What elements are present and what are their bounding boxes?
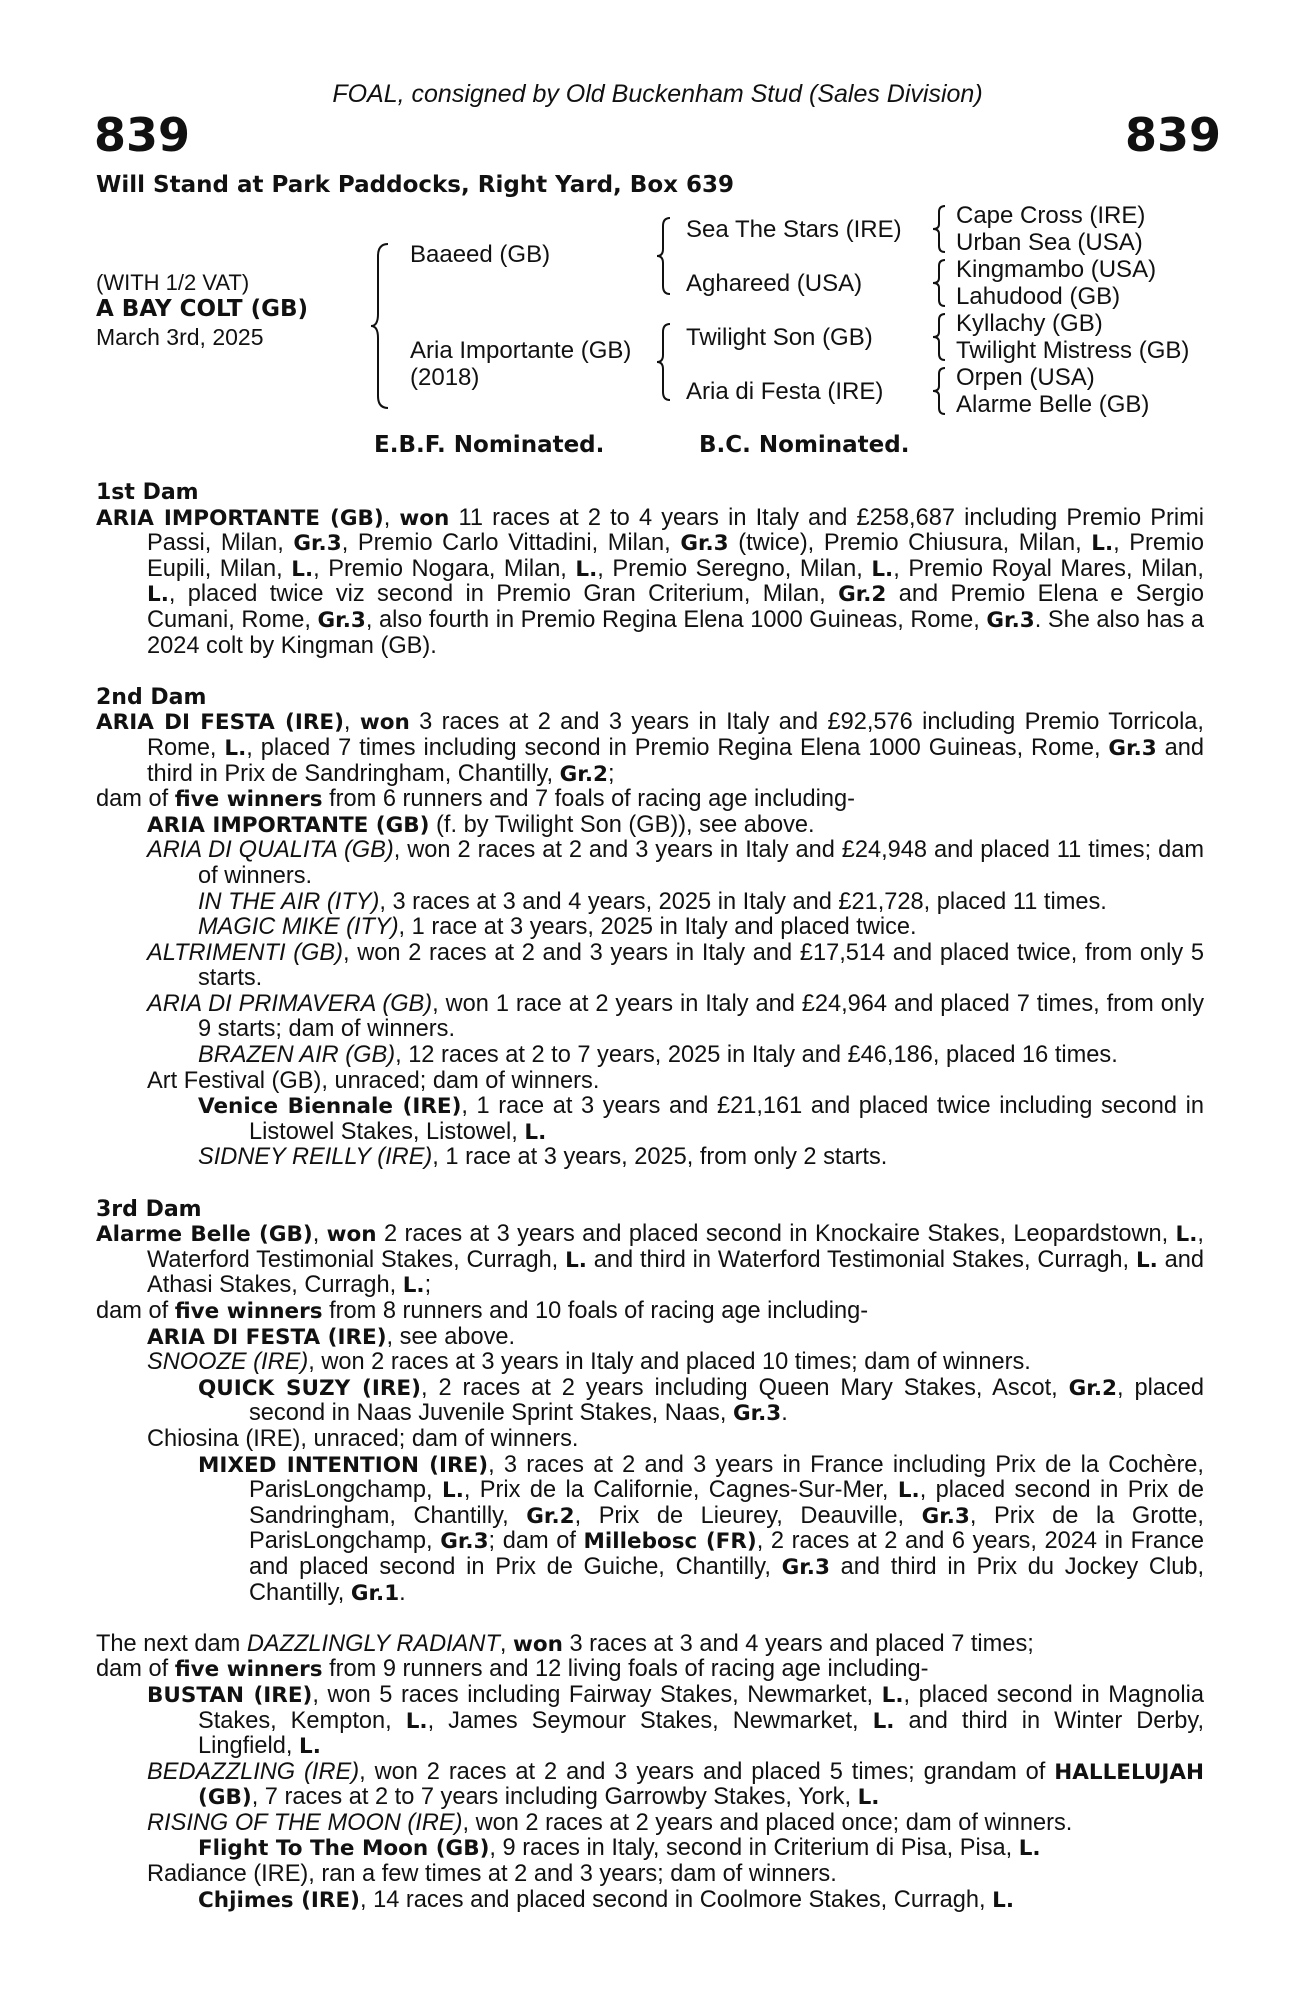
second-dam-entry: ARIA DI FESTA (IRE), won 3 races at 2 and 3 years in Italy and £92,576 including Premio Torricola, Rome, L., placed 7 times including second in Premio Regina Elena 1000 Guineas, Rome, Gr.3 and third in Prix de Sandringham, Chantilly, Gr.2; bbox=[96, 709, 1205, 787]
produce-item: Chiosina (IRE), unraced; dam of winners. bbox=[147, 1425, 579, 1452]
produce-item: ARIA DI PRIMAVERA (GB), won 1 race at 2 years in Italy and £24,964 and placed 7 times, from only 9 starts; dam of winners. bbox=[147, 990, 1204, 1043]
produce-item: SIDNEY REILLY (IRE), 1 race at 3 years, 2025, from only 2 starts. bbox=[198, 1144, 888, 1171]
gen3-3: Kingmambo (USA) bbox=[956, 256, 1157, 283]
dam: Aria Importante (GB) bbox=[410, 337, 632, 364]
gen3-5: Kyllachy (GB) bbox=[956, 310, 1103, 337]
pedigree-brace-g2 bbox=[930, 258, 948, 308]
lot-number-left: 839 bbox=[94, 108, 191, 162]
first-dam-heading: 1st Dam bbox=[96, 480, 199, 505]
produce-item: Art Festival (GB), unraced; dam of winners. bbox=[147, 1067, 600, 1094]
produce-item: BEDAZZLING (IRE), won 2 races at 2 and 3 years and placed 5 times; grandam of HALLELUJAH (GB), 7 races at 2 to 7 years including Garrowby Stakes, York, L. bbox=[147, 1758, 1204, 1811]
next-dam-produce-summary: dam of five winners from 9 runners and 12 living foals of racing age including- bbox=[96, 1656, 929, 1683]
produce-item: Radiance (IRE), ran a few times at 2 and 3 years; dam of winners. bbox=[147, 1861, 837, 1888]
pedigree-brace-main bbox=[368, 242, 392, 410]
produce-item: IN THE AIR (ITY), 3 races at 3 and 4 years, 2025 in Italy and £21,728, placed 11 times. bbox=[198, 888, 1107, 915]
pedigree-brace-g4 bbox=[930, 366, 948, 416]
produce-item: Flight To The Moon (GB), 9 races in Italy, second in Criterium di Pisa, Pisa, L. bbox=[198, 1835, 1041, 1862]
pedigree-brace-g1 bbox=[930, 204, 948, 254]
stand-location: Will Stand at Park Paddocks, Right Yard, Box 639 bbox=[96, 172, 734, 198]
pedigree-brace-g3 bbox=[930, 312, 948, 362]
gen3-1: Cape Cross (IRE) bbox=[956, 202, 1146, 229]
consignor-line: FOAL, consigned by Old Buckenham Stud (Sales Division) bbox=[332, 80, 983, 108]
pedigree-brace-sire bbox=[654, 216, 672, 296]
dam-sire: Twilight Son (GB) bbox=[686, 324, 873, 351]
bc-nominated: B.C. Nominated. bbox=[699, 432, 910, 458]
produce-item: ALTRIMENTI (GB), won 2 races at 2 and 3 years in Italy and £17,514 and placed twice, from only 5 starts. bbox=[147, 939, 1204, 992]
lot-number-right: 839 bbox=[1124, 108, 1221, 162]
foaling-date: March 3rd, 2025 bbox=[96, 324, 264, 350]
produce-item: ARIA DI QUALITA (GB), won 2 races at 2 and 3 years in Italy and £24,948 and placed 11 times; dam of winners. bbox=[147, 837, 1204, 889]
produce-item: MAGIC MIKE (ITY), 1 race at 3 years, 2025 in Italy and placed twice. bbox=[198, 914, 917, 941]
catalogue-body bbox=[96, 480, 1204, 1913]
gen3-2: Urban Sea (USA) bbox=[956, 229, 1143, 256]
second-dam-heading: 2nd Dam bbox=[96, 684, 207, 710]
sire-dam: Aghareed (USA) bbox=[686, 270, 863, 297]
second-dam-produce-summary: dam of five winners from 6 runners and 7 foals of racing age including- bbox=[96, 786, 856, 813]
dam-dam: Aria di Festa (IRE) bbox=[686, 378, 884, 405]
gen3-7: Orpen (USA) bbox=[956, 364, 1095, 391]
next-dam-entry: The next dam DAZZLINGLY RADIANT, won 3 races at 3 and 4 years and placed 7 times; bbox=[96, 1630, 1034, 1657]
produce-item: ARIA IMPORTANTE (GB) (f. by Twilight Son (GB)), see above. bbox=[147, 811, 815, 838]
horse-name: A BAY COLT (GB) bbox=[96, 296, 309, 322]
produce-item: Chjimes (IRE), 14 races and placed second in Coolmore Stakes, Curragh, L. bbox=[198, 1886, 1015, 1913]
ebf-nominated: E.B.F. Nominated. bbox=[374, 432, 605, 458]
dam-year: (2018) bbox=[410, 364, 480, 391]
produce-item: RISING OF THE MOON (IRE), won 2 races at 2 years and placed once; dam of winners. bbox=[147, 1809, 1073, 1836]
gen3-6: Twilight Mistress (GB) bbox=[956, 337, 1190, 364]
sire-sire: Sea The Stars (IRE) bbox=[686, 216, 902, 243]
third-dam-heading: 3rd Dam bbox=[96, 1196, 202, 1222]
third-dam-produce-summary: dam of five winners from 8 runners and 10 foals of racing age including- bbox=[96, 1298, 869, 1324]
first-dam-entry: ARIA IMPORTANTE (GB), won 11 races at 2 to 4 years in Italy and £258,687 including Premio Primi Passi, Milan, Gr.3, Premio Carlo Vittadini, Milan, Gr.3 (twice), Premio Chiusura, Milan, L., Premio Eupili, Milan, L., Premio Nogara, Milan, L., Premio Seregno, Milan, L., Premio Royal Mares, Milan, L., placed twice viz second in Premio Gran Criterium, Milan, Gr.2 and Premio Elena e Sergio Cumani, Rome, Gr.3, also fourth in Premio Regina Elena 1000 Guineas, Rome, Gr.3. She also has a 2024 colt by Kingman (GB). bbox=[96, 504, 1205, 659]
gen3-8: Alarme Belle (GB) bbox=[956, 391, 1150, 418]
sire: Baaeed (GB) bbox=[410, 241, 551, 268]
produce-item: BUSTAN (IRE), won 5 races including Fairway Stakes, Newmarket, L., placed second in Magnolia Stakes, Kempton, L., James Seymour Stakes, Newmarket, L. and third in Winter Derby, Lingfield, L. bbox=[147, 1681, 1204, 1760]
produce-item: Venice Biennale (IRE), 1 race at 3 years and £21,161 and placed twice including second in Listowel Stakes, Listowel, L. bbox=[198, 1093, 1205, 1145]
produce-item: QUICK SUZY (IRE), 2 races at 2 years including Queen Mary Stakes, Ascot, Gr.2, placed second in Naas Juvenile Sprint Stakes, Naas, Gr.3. bbox=[198, 1374, 1204, 1427]
pedigree-brace-dam bbox=[654, 322, 672, 402]
vat-note: (WITH 1/2 VAT) bbox=[96, 270, 250, 295]
produce-item: BRAZEN AIR (GB), 12 races at 2 to 7 years, 2025 in Italy and £46,186, placed 16 times. bbox=[198, 1042, 1118, 1069]
gen3-4: Lahudood (GB) bbox=[956, 283, 1121, 310]
third-dam-entry: Alarme Belle (GB), won 2 races at 3 years and placed second in Knockaire Stakes, Leopardstown, L., Waterford Testimonial Stakes, Curragh, L. and third in Waterford Testimonial Stakes, Curragh, L. and Athasi Stakes, Curragh, L.; bbox=[96, 1221, 1205, 1299]
produce-item: MIXED INTENTION (IRE), 3 races at 2 and 3 years in France including Prix de la Cochère, ParisLongchamp, L., Prix de la Californie, Cagnes-Sur-Mer, L., placed second in Prix de Sandringham, Chantilly, Gr.2, Prix de Lieurey, Deauville, Gr.3, Prix de la Grotte, ParisLongchamp, Gr.3; dam of Millebosc (FR), 2 races at 2 and 6 years, 2024 in France and placed second in Prix de Guiche, Chantilly, Gr.3 and third in Prix du Jockey Club, Chantilly, Gr.1. bbox=[198, 1451, 1205, 1606]
produce-item: SNOOZE (IRE), won 2 races at 3 years in Italy and placed 10 times; dam of winners. bbox=[147, 1349, 1031, 1376]
produce-item: ARIA DI FESTA (IRE), see above. bbox=[147, 1323, 516, 1350]
